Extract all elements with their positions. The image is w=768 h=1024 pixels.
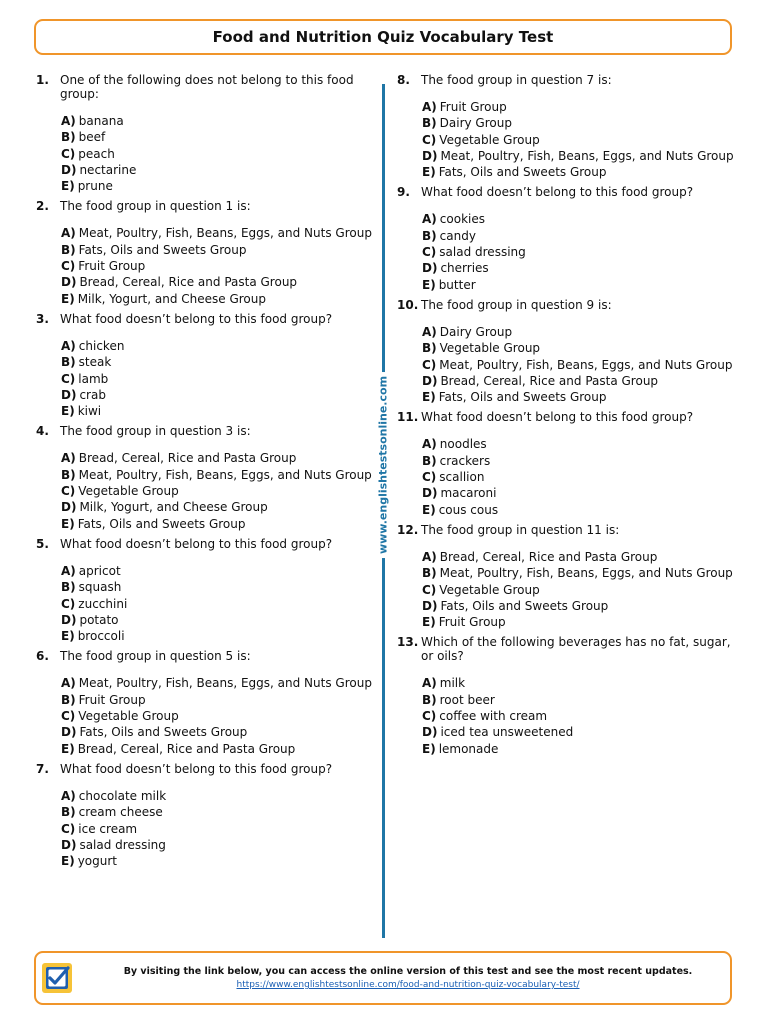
option-letter: C) (422, 709, 437, 724)
answer-option (422, 99, 737, 115)
option-letter: B) (422, 692, 437, 707)
answer-option (422, 340, 737, 356)
option-text: cherries (440, 261, 489, 276)
answer-option (422, 277, 737, 293)
answer-option (422, 549, 737, 565)
option-text: salad dressing (439, 245, 526, 260)
question-row (397, 410, 737, 424)
question-text: The food group in question 3 is: (60, 424, 251, 439)
answer-option (61, 354, 376, 370)
option-letter: D) (422, 373, 438, 388)
options-list (422, 324, 737, 405)
option-letter: A) (422, 676, 437, 691)
option-text: kiwi (77, 404, 102, 419)
answer-option (61, 499, 376, 515)
answer-option (61, 675, 376, 691)
option-letter: A) (61, 114, 76, 128)
option-text: Bread, Cereal, Rice and Pasta Group (77, 741, 296, 756)
option-text: prune (77, 179, 113, 194)
option-text: Fats, Oils and Sweets Group (79, 725, 248, 740)
options-list (61, 675, 376, 756)
option-text: chicken (78, 338, 125, 353)
answer-option (422, 485, 737, 501)
answer-option (61, 371, 376, 387)
options-list (61, 563, 376, 644)
option-text: Fats, Oils and Sweets Group (438, 165, 607, 180)
answer-option (61, 178, 376, 194)
option-letter: C) (61, 821, 76, 836)
option-text: Vegetable Group (439, 132, 540, 147)
option-text: salad dressing (79, 837, 166, 852)
question-row (36, 424, 376, 438)
answer-option (422, 565, 737, 581)
option-text: Fruit Group (439, 100, 507, 114)
option-text: Meat, Poultry, Fish, Beans, Eggs, and Nuts Group (439, 357, 733, 372)
answer-option (61, 242, 376, 258)
answer-option (422, 211, 737, 227)
answer-option (61, 338, 376, 354)
option-text: Milk, Yogurt, and Cheese Group (77, 291, 266, 306)
option-letter: C) (61, 259, 76, 274)
answer-option (422, 132, 737, 148)
footer-box (34, 951, 732, 1005)
answer-option (422, 260, 737, 276)
answer-option (61, 788, 376, 804)
question-number: 12. (397, 522, 419, 537)
question-row (397, 523, 737, 537)
option-letter: E) (422, 165, 436, 180)
options-list (422, 99, 737, 180)
option-letter: B) (61, 805, 76, 820)
page-title: Food and Nutrition Quiz Vocabulary Test (212, 28, 554, 46)
option-letter: B) (61, 692, 76, 707)
question-row (36, 312, 376, 326)
option-letter: D) (422, 486, 438, 501)
question-text: What food doesn’t belong to this food group? (421, 410, 694, 425)
question-row (397, 635, 737, 663)
option-text: Fruit Group (438, 615, 506, 630)
question-text: Which of the following beverages has no fat, sugar, or oils? (421, 635, 731, 664)
question-text: The food group in question 9 is: (421, 297, 612, 312)
option-text: Fats, Oils and Sweets Group (438, 390, 607, 405)
question-text: What food doesn’t belong to this food group? (60, 761, 333, 776)
answer-option (61, 612, 376, 628)
option-text: candy (439, 228, 476, 243)
answer-option (422, 614, 737, 630)
question-number: 6. (36, 649, 49, 664)
answer-option (422, 741, 737, 757)
option-letter: A) (61, 676, 76, 691)
option-text: root beer (439, 692, 495, 707)
option-letter: B) (422, 453, 437, 468)
option-letter: A) (61, 563, 76, 578)
options-list (61, 450, 376, 531)
answer-option (422, 692, 737, 708)
option-text: chocolate milk (78, 788, 167, 803)
option-text: Fats, Oils and Sweets Group (440, 598, 609, 613)
question-text: One of the following does not belong to this food group: (60, 73, 354, 101)
answer-option (61, 853, 376, 869)
option-text: Meat, Poultry, Fish, Beans, Eggs, and Nuts Group (439, 566, 733, 581)
question-row (397, 185, 737, 199)
option-letter: C) (422, 582, 437, 597)
option-letter: D) (422, 598, 438, 613)
option-text: Milk, Yogurt, and Cheese Group (79, 500, 268, 515)
options-list (61, 225, 376, 306)
answer-option (422, 373, 737, 389)
answer-option (422, 598, 737, 614)
answer-option (422, 357, 737, 373)
option-text: macaroni (440, 486, 497, 501)
question-number: 3. (36, 311, 49, 326)
left-column (36, 73, 376, 874)
question-block (36, 312, 376, 419)
question-block (36, 73, 376, 194)
options-list (422, 549, 737, 630)
question-text: The food group in question 11 is: (421, 522, 620, 537)
answer-option (61, 225, 376, 241)
option-text: Bread, Cereal, Rice and Pasta Group (79, 275, 298, 290)
question-number: 8. (397, 73, 410, 87)
question-text: The food group in question 7 is: (421, 73, 612, 87)
option-letter: E) (61, 854, 75, 869)
answer-option (422, 228, 737, 244)
option-text: Meat, Poultry, Fish, Beans, Eggs, and Nuts Group (440, 148, 734, 163)
answer-option (61, 450, 376, 466)
question-block (397, 298, 737, 405)
option-text: Fruit Group (78, 259, 146, 274)
checkbox-icon (41, 962, 73, 994)
option-text: apricot (78, 563, 121, 578)
title-box (34, 19, 732, 55)
answer-option (422, 708, 737, 724)
question-block (397, 73, 737, 180)
right-column (397, 73, 737, 762)
option-text: coffee with cream (439, 709, 548, 724)
option-letter: B) (422, 228, 437, 243)
option-letter: A) (61, 788, 76, 803)
option-text: Fats, Oils and Sweets Group (78, 242, 247, 257)
option-text: milk (439, 676, 466, 691)
option-letter: D) (61, 612, 77, 627)
options-list (422, 211, 737, 292)
question-text: The food group in question 1 is: (60, 199, 251, 214)
answer-option (61, 516, 376, 532)
option-letter: C) (61, 596, 76, 611)
question-number: 7. (36, 761, 49, 776)
answer-option (61, 596, 376, 612)
answer-option (61, 258, 376, 274)
option-text: Bread, Cereal, Rice and Pasta Group (78, 451, 297, 466)
option-letter: D) (61, 387, 77, 402)
answer-option (61, 837, 376, 853)
option-text: iced tea unsweetened (440, 725, 574, 740)
answer-option (422, 148, 737, 164)
question-text: What food doesn’t belong to this food group? (421, 185, 694, 200)
answer-option (61, 563, 376, 579)
question-number: 4. (36, 424, 49, 439)
option-letter: D) (61, 725, 77, 740)
option-letter: C) (61, 484, 76, 499)
question-text: What food doesn’t belong to this food group? (60, 536, 333, 551)
option-letter: C) (61, 371, 76, 386)
question-number: 11. (397, 410, 419, 425)
option-letter: C) (422, 357, 437, 372)
option-letter: E) (422, 502, 436, 517)
question-row (36, 537, 376, 551)
option-text: Meat, Poultry, Fish, Beans, Eggs, and Nuts Group (78, 226, 372, 241)
option-text: broccoli (77, 629, 125, 644)
answer-option (61, 628, 376, 644)
option-text: Dairy Group (439, 324, 513, 339)
question-block (36, 199, 376, 306)
answer-option (61, 708, 376, 724)
answer-option (422, 324, 737, 340)
option-letter: C) (422, 470, 437, 485)
option-letter: D) (422, 261, 438, 276)
footer-link[interactable]: https://www.englishtestsonline.com/food-and-nutrition-quiz-vocabulary-test/ (236, 980, 580, 990)
option-text: crackers (439, 453, 491, 468)
answer-option (61, 692, 376, 708)
option-text: zucchini (78, 596, 128, 611)
option-letter: E) (61, 291, 75, 306)
question-block (36, 424, 376, 531)
option-letter: B) (61, 130, 76, 145)
option-letter: C) (422, 245, 437, 260)
option-text: Dairy Group (439, 116, 512, 131)
answer-option (422, 164, 737, 180)
option-text: beef (78, 130, 106, 145)
option-text: scallion (439, 470, 485, 485)
options-list (61, 113, 376, 194)
question-row (397, 73, 737, 87)
option-text: Vegetable Group (439, 341, 541, 356)
option-letter: B) (422, 116, 437, 131)
option-letter: D) (61, 275, 77, 290)
option-text: Fruit Group (78, 692, 146, 707)
option-letter: D) (61, 162, 77, 177)
option-text: lemonade (438, 741, 499, 756)
option-letter: E) (61, 179, 75, 194)
answer-option (422, 244, 737, 260)
answer-option (61, 274, 376, 290)
option-letter: C) (61, 146, 76, 161)
option-text: cous cous (438, 502, 499, 517)
answer-option (422, 675, 737, 691)
option-letter: A) (61, 226, 76, 241)
option-letter: E) (61, 404, 75, 419)
option-text: steak (78, 355, 112, 370)
answer-option (61, 403, 376, 419)
option-letter: B) (61, 355, 76, 370)
question-number: 5. (36, 536, 49, 551)
option-text: Bread, Cereal, Rice and Pasta Group (439, 549, 658, 564)
question-number: 1. (36, 73, 49, 87)
site-watermark: www.englishtestsonline.com (377, 372, 390, 558)
option-letter: D) (61, 837, 77, 852)
answer-option (61, 129, 376, 145)
option-letter: A) (422, 437, 437, 452)
answer-option (422, 115, 737, 131)
option-letter: E) (422, 277, 436, 292)
option-letter: A) (61, 451, 76, 466)
option-text: crab (79, 387, 106, 402)
option-text: butter (438, 277, 476, 292)
option-text: potato (79, 612, 119, 627)
option-letter: E) (422, 615, 436, 630)
option-text: ice cream (78, 821, 138, 836)
answer-option (422, 389, 737, 405)
answer-option (61, 804, 376, 820)
question-block (36, 537, 376, 644)
question-block (397, 635, 737, 756)
question-number: 10. (397, 297, 419, 312)
option-letter: C) (422, 132, 437, 147)
option-letter: E) (61, 516, 75, 531)
answer-option (61, 821, 376, 837)
option-text: lamb (78, 371, 109, 386)
answer-option (422, 453, 737, 469)
answer-option (422, 469, 737, 485)
option-letter: A) (422, 212, 437, 227)
option-text: noodles (439, 437, 487, 452)
option-letter: D) (422, 148, 438, 163)
answer-option (61, 113, 376, 129)
footer-text: By visiting the link below, you can access the online version of this test and see the most recent updates. (123, 966, 693, 977)
option-letter: D) (422, 725, 438, 740)
option-text: nectarine (79, 162, 137, 177)
answer-option (422, 582, 737, 598)
question-number: 2. (36, 199, 49, 214)
option-text: Vegetable Group (439, 582, 540, 597)
option-letter: A) (422, 549, 437, 564)
question-text: What food doesn’t belong to this food group? (60, 311, 333, 326)
option-text: peach (78, 146, 115, 161)
option-letter: E) (61, 741, 75, 756)
option-text: banana (78, 114, 124, 128)
answer-option (61, 724, 376, 740)
option-letter: A) (422, 100, 437, 114)
option-text: Fats, Oils and Sweets Group (77, 516, 246, 531)
question-row (36, 199, 376, 213)
question-number: 13. (397, 635, 419, 650)
question-row (36, 73, 376, 101)
question-row (397, 298, 737, 312)
option-text: squash (78, 580, 122, 595)
option-letter: D) (61, 500, 77, 515)
question-block (36, 762, 376, 869)
option-letter: B) (422, 341, 437, 356)
options-list (422, 436, 737, 517)
answer-option (422, 502, 737, 518)
option-letter: B) (422, 566, 437, 581)
option-letter: B) (61, 242, 76, 257)
option-letter: B) (61, 467, 76, 482)
option-letter: A) (61, 338, 76, 353)
question-block (397, 410, 737, 517)
question-number: 9. (397, 185, 410, 200)
option-text: Vegetable Group (78, 709, 179, 724)
option-letter: B) (61, 580, 76, 595)
answer-option (61, 483, 376, 499)
answer-option (422, 436, 737, 452)
answer-option (61, 579, 376, 595)
option-text: Meat, Poultry, Fish, Beans, Eggs, and Nuts Group (78, 467, 372, 482)
question-block (397, 185, 737, 292)
option-text: yogurt (77, 854, 117, 869)
option-letter: A) (422, 324, 437, 339)
option-letter: E) (422, 741, 436, 756)
answer-option (61, 146, 376, 162)
option-text: cream cheese (78, 805, 163, 820)
option-letter: C) (61, 709, 76, 724)
answer-option (422, 724, 737, 740)
option-text: Vegetable Group (78, 484, 179, 499)
options-list (61, 338, 376, 419)
answer-option (61, 291, 376, 307)
option-letter: E) (422, 390, 436, 405)
option-text: Meat, Poultry, Fish, Beans, Eggs, and Nuts Group (78, 676, 372, 691)
option-text: Bread, Cereal, Rice and Pasta Group (440, 373, 659, 388)
answer-option (61, 162, 376, 178)
question-block (36, 649, 376, 756)
question-text: The food group in question 5 is: (60, 649, 251, 664)
question-row (36, 649, 376, 663)
question-block (397, 523, 737, 630)
option-text: cookies (439, 212, 485, 227)
options-list (61, 788, 376, 869)
question-row (36, 762, 376, 776)
answer-option (61, 467, 376, 483)
option-letter: E) (61, 629, 75, 644)
answer-option (61, 741, 376, 757)
answer-option (61, 387, 376, 403)
options-list (422, 675, 737, 756)
